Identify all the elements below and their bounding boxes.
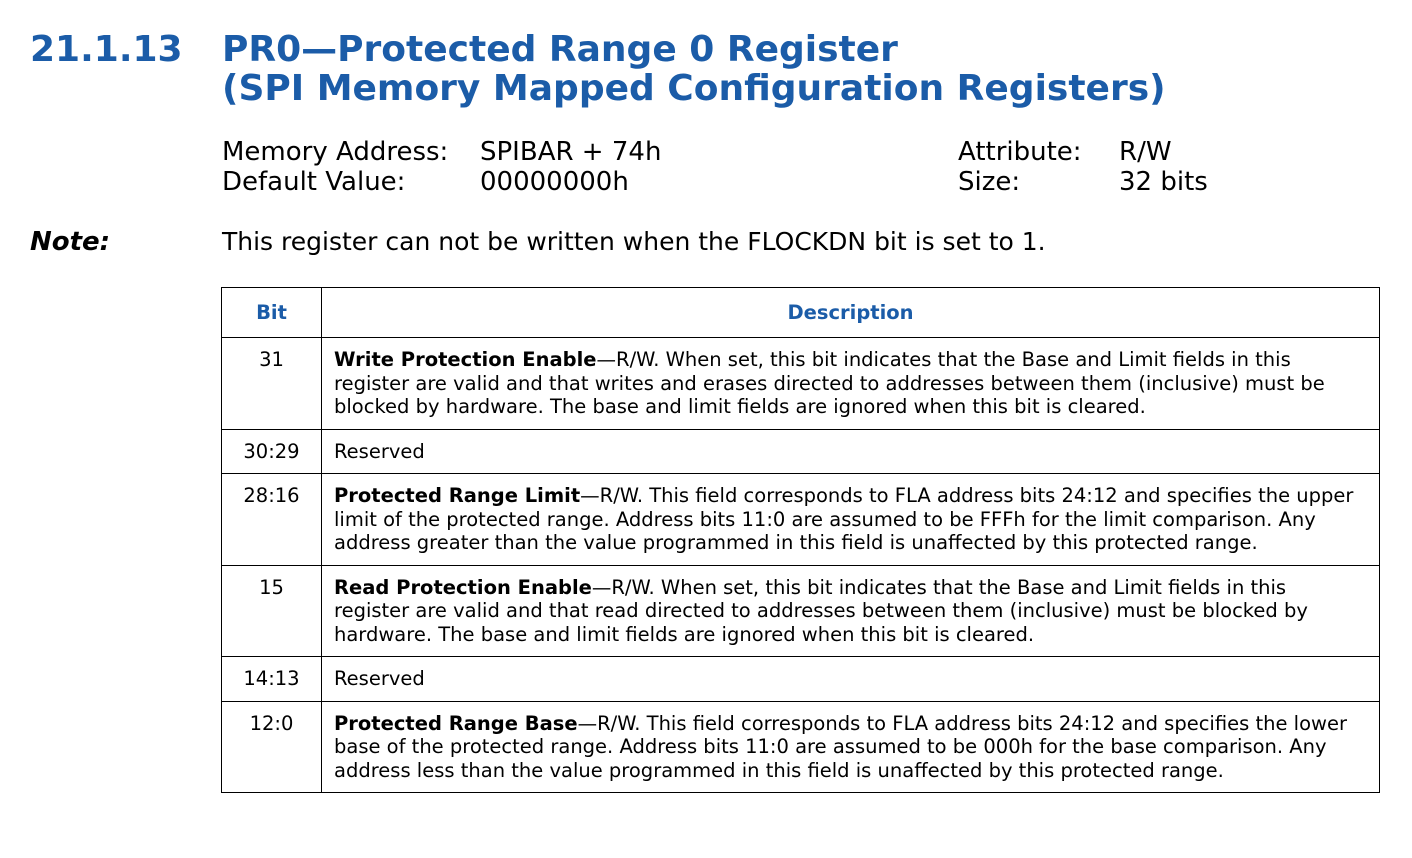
field-name: Write Protection Enable [334,348,597,371]
description-column-header: Description [322,288,1380,338]
field-name: Protected Range Limit [334,484,581,507]
field-description: Reserved [334,667,425,690]
table-row [222,657,1380,702]
field-name: Protected Range Base [334,711,578,735]
default-value-label: Default Value: [222,167,406,197]
bit-cell: 31 [222,338,322,430]
description-cell [322,429,1380,474]
size-label: Size: [958,167,1021,197]
field-description: —R/W. When set, this bit indicates that the Base and Limit fields in this register are valid and that read directed to addresses between them (inclusive) must be blocked by hardware. The base and limit fields are ignored when this bit is cleared. [334,575,1308,646]
note-label: Note: [30,227,111,257]
table-row [222,474,1380,566]
section-title-line-2: (SPI Memory Mapped Configuration Registers) [222,68,1166,109]
table-row [222,429,1380,474]
table-row [222,701,1380,793]
attribute-label: Attribute: [958,137,1082,167]
bit-cell: 14:13 [222,657,322,702]
bit-cell: 28:16 [222,474,322,566]
section-title [222,30,1166,108]
bit-cell: 30:29 [222,429,322,474]
attribute-value: R/W [1119,137,1172,167]
field-description: —R/W. When set, this bit indicates that the Base and Limit fields in this register are valid and that writes and erases directed to addresses between them (inclusive) must be blocked by hardware. The base and limit fields are ignored when this bit is cleared. [334,348,1325,418]
field-description: —R/W. This field corresponds to FLA address bits 24:12 and specifies the upper limit of the protected range. Address bits 11:0 are assumed to be FFFh for the limit comparison. Any address greater than the value programmed in this field is unaffected by this protected range. [334,484,1354,554]
field-description: Reserved [334,439,425,463]
description-cell [322,701,1380,793]
table-row [222,338,1380,430]
field-description: —R/W. This field corresponds to FLA address bits 24:12 and specifies the lower base of the protected range. Address bits 11:0 are assumed to be 000h for the base comparison. Any address less than the value programmed in this field is unaffected by this protected range. [334,711,1347,782]
table-header-row [222,288,1380,338]
bit-cell: 12:0 [222,701,322,793]
size-value: 32 bits [1119,167,1208,197]
bit-column-header: Bit [222,288,322,338]
memory-address-label: Memory Address: [222,137,449,167]
description-cell [322,338,1380,430]
default-value: 00000000h [480,167,629,197]
section-number: 21.1.13 [30,29,183,70]
memory-address-value: SPIBAR + 74h [480,137,662,167]
table-row [222,565,1380,657]
field-name: Read Protection Enable [334,575,592,599]
description-cell [322,474,1380,566]
description-cell [322,657,1380,702]
register-bit-table [221,287,1380,793]
note-text: This register can not be written when the FLOCKDN bit is set to 1. [222,227,1046,256]
description-cell [322,565,1380,657]
section-title-line-1: PR0—Protected Range 0 Register [222,29,898,70]
bit-cell: 15 [222,565,322,657]
